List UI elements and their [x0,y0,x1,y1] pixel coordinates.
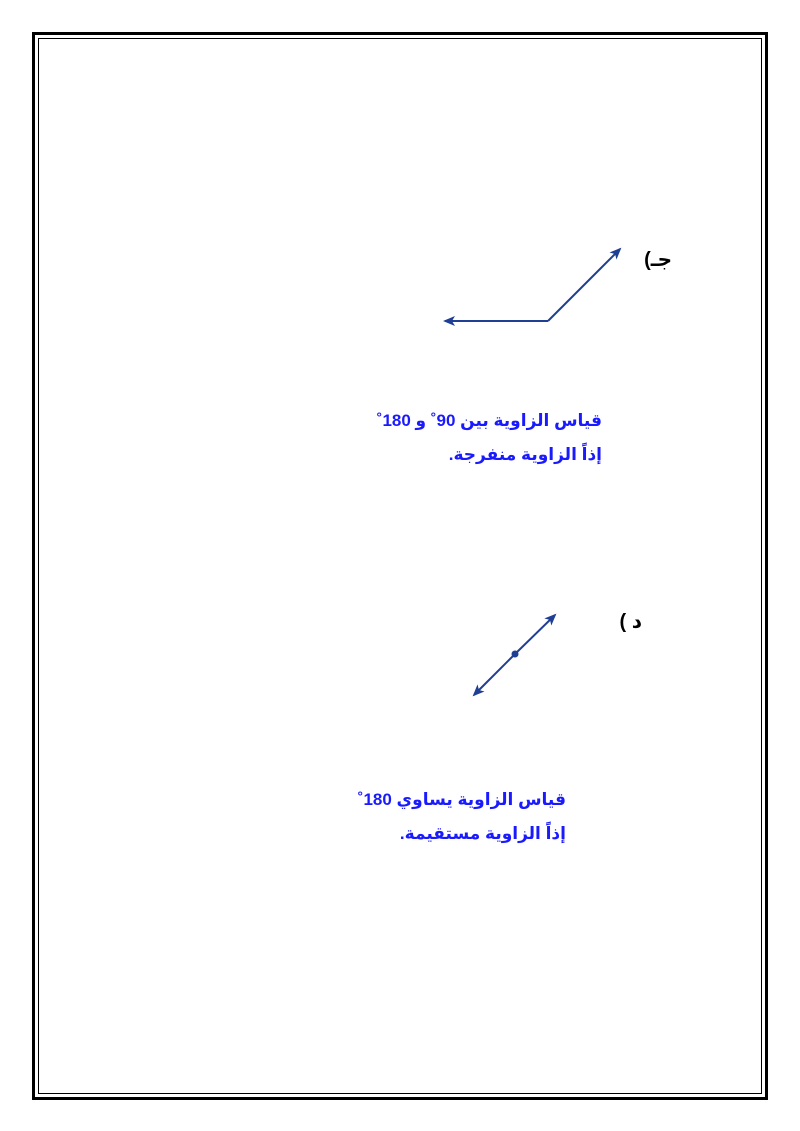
section-c-line2: إذاً الزاوية منفرجة. [448,445,602,464]
section-d-label: د ) [619,611,642,633]
section-d-line1: قياس الزاوية يساوي 180˚ [357,790,566,809]
straight-ray-upper [515,615,555,654]
section-c-label: جـ) [644,249,672,271]
section-d-line2: إذاً الزاوية مستقيمة. [399,824,566,843]
section-c-line1: قياس الزاوية بين 90˚ و 180˚ [376,411,602,430]
straight-angle-vertex [512,651,519,658]
straight-ray-lower [474,654,515,695]
section-d-explanation [358,783,566,851]
